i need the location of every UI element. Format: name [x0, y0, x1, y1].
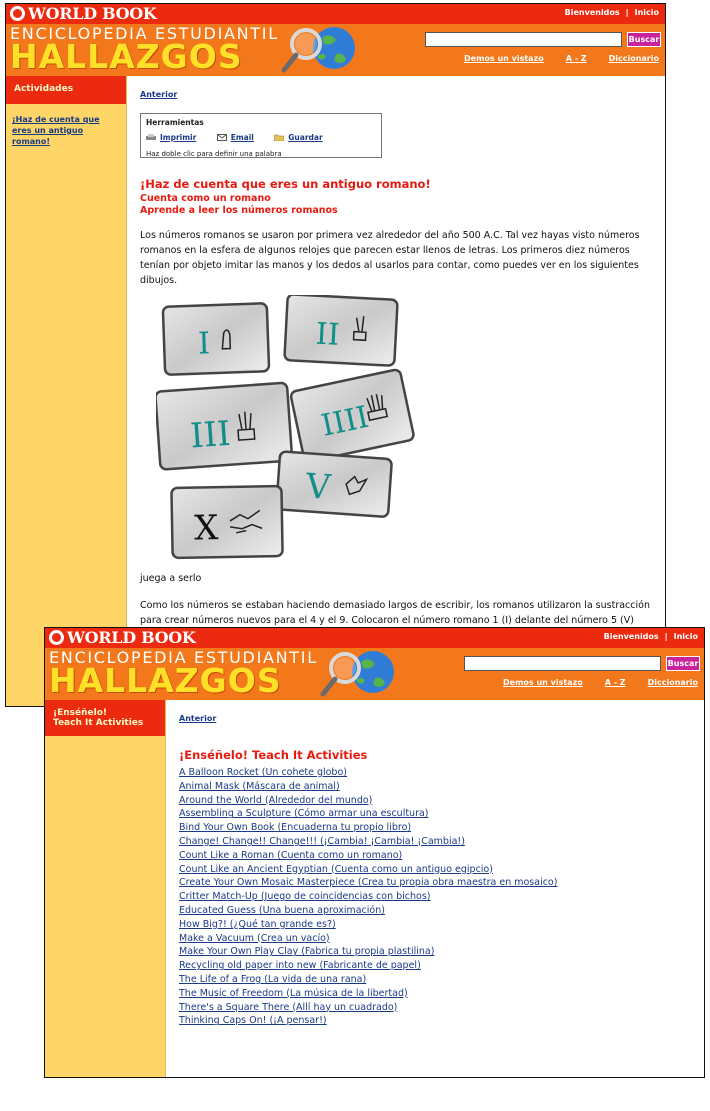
site-title-line2: HALLAZGOS — [10, 37, 243, 76]
numeral-1: I — [197, 326, 211, 362]
home-link[interactable]: Inicio — [634, 8, 659, 17]
roman-numeral-stones-illustration — [156, 295, 416, 560]
sidebar-item-roman[interactable]: ¡Haz de cuenta que eres un antiguo romano! — [12, 115, 100, 146]
top-links-separator: | — [625, 8, 629, 17]
sidebar-heading-line1: ¡Enséñelo! — [53, 708, 108, 718]
numeral-5: V — [304, 466, 332, 508]
tools-row — [146, 133, 376, 142]
search-button[interactable]: Buscar — [627, 32, 661, 47]
top-links — [565, 8, 659, 17]
az-link[interactable]: A - Z — [604, 678, 626, 687]
activity-link[interactable]: The Life of a Frog (La vida de una rana) — [179, 973, 367, 985]
activity-link[interactable]: Critter Match-Up (Juego de coincidencias con bichos) — [179, 891, 431, 903]
activity-link[interactable]: Animal Mask (Máscara de animal) — [179, 780, 340, 792]
numeral-4: IIII — [318, 399, 372, 444]
folder-icon — [274, 134, 284, 141]
tour-link[interactable]: Demos un vistazo — [503, 678, 583, 687]
numeral-2: II — [314, 316, 341, 353]
back-link[interactable]: Anterior — [179, 714, 217, 723]
activity-link[interactable]: Make a Vacuum (Crea un vacío) — [179, 932, 330, 944]
activity-link[interactable]: The Music of Freedom (La música de la libertad) — [179, 987, 408, 999]
sidebar — [45, 700, 166, 1077]
article-subheading-1: Cuenta como un romano — [140, 193, 271, 204]
article-paragraph-2: Como los números se estaban haciendo demasiado largos de escribir, los romanos utilizaron la sustracción para crear números nuevos para el 4 y el 9. Colocaron el número romano 1 (I) delante del número 5 (V) — [140, 600, 650, 626]
home-link[interactable]: Inicio — [673, 632, 698, 641]
top-links-separator: | — [664, 632, 668, 641]
activities-content — [167, 700, 704, 1077]
site-title-line1: ENCICLOPEDIA ESTUDIANTIL — [49, 648, 318, 667]
world-book-logo-icon — [10, 6, 25, 21]
numeral-3: III — [188, 413, 232, 457]
banner — [6, 24, 665, 76]
sidebar — [6, 76, 127, 706]
print-button[interactable]: Imprimir — [146, 133, 196, 142]
activity-link[interactable]: Educated Guess (Una buena aproximación) — [179, 904, 385, 916]
back-link[interactable]: Anterior — [140, 90, 178, 99]
tools-hint: Haz doble clic para definir una palabra — [146, 150, 282, 158]
sidebar-heading: Actividades — [6, 76, 126, 104]
activity-link[interactable]: Count Like an Ancient Egyptian (Cuenta como un antiguo egipcio) — [179, 863, 493, 875]
dictionary-link[interactable]: Diccionario — [608, 54, 659, 63]
activity-link[interactable]: A Balloon Rocket (Un cohete globo) — [179, 767, 347, 778]
dictionary-link[interactable]: Diccionario — [647, 678, 698, 687]
activities-list — [179, 766, 692, 1028]
activity-link[interactable]: Recycling old paper into new (Fabricante de papel) — [179, 960, 421, 972]
banner — [45, 648, 704, 700]
article-paragraph-1: Los números romanos se usaron por primera vez alrededor del año 500 A.C. Tal vez hayas visto números romanos en la esfera de algunos relojes que parecen estar llenos de letras. Los primeros diez números tenían por objeto imitar las manos y los dedos al usarlos para contar, como puedes ver en los siguientes dibujos. — [140, 230, 640, 286]
activity-link[interactable]: Count Like a Roman (Cuenta como un romano) — [179, 849, 403, 861]
article-subheading-2: Aprende a leer los números romanos — [140, 205, 338, 216]
search-input[interactable] — [464, 656, 661, 671]
sidebar-heading-line2: Teach It Activities — [53, 718, 144, 728]
numeral-6: X — [193, 508, 219, 549]
stone-6 — [171, 486, 282, 558]
site-title-line1: ENCICLOPEDIA ESTUDIANTIL — [10, 24, 279, 43]
tools-box — [140, 113, 382, 158]
article-window — [5, 3, 666, 707]
world-book-logo-icon — [49, 630, 64, 645]
stone-1 — [163, 303, 269, 375]
magnifier-globe-icon — [313, 648, 399, 700]
activities-window — [44, 627, 705, 1078]
activity-link[interactable]: Make Your Own Play Clay (Fabrica tu propia plastilina) — [179, 946, 435, 958]
world-book-logo[interactable]: WORLD BOOK — [49, 629, 196, 647]
activity-link[interactable]: Assembling a Sculpture (Cómo armar una escultura) — [179, 808, 429, 820]
activity-link[interactable]: Change! Change!! Change!!! (¡Cambia! ¡Cambia! ¡Cambia!) — [179, 835, 465, 847]
magnifier-globe-icon — [274, 24, 360, 76]
activity-link[interactable]: Around the World (Alrededor del mundo) — [179, 794, 373, 806]
tour-link[interactable]: Demos un vistazo — [464, 54, 544, 63]
search-button[interactable]: Buscar — [666, 656, 700, 671]
top-bar — [45, 628, 704, 648]
illustration-caption: juega a serlo — [140, 573, 202, 584]
activities-heading: ¡Enséñelo! Teach It Activities — [179, 748, 368, 762]
sidebar-heading — [45, 700, 165, 736]
article-heading: ¡Haz de cuenta que eres un antiguo romano! — [140, 177, 431, 191]
stone-2 — [284, 295, 397, 366]
top-links — [604, 632, 698, 641]
welcome-link[interactable]: Bienvenidos — [564, 8, 620, 17]
activity-link[interactable]: How Big?! (¿Qué tan grande es?) — [179, 918, 336, 930]
activity-link[interactable]: Create Your Own Mosaic Masterpiece (Crea tu propia obra maestra en mosaico) — [179, 877, 558, 889]
activity-link[interactable]: Thinking Caps On! (¡A pensar!) — [179, 1015, 327, 1027]
search-input[interactable] — [425, 32, 622, 47]
tools-title: Herramientas — [146, 118, 204, 127]
stone-5 — [276, 451, 392, 517]
sub-links — [481, 678, 698, 687]
activity-link[interactable]: There's a Square There (Allí hay un cuadrado) — [179, 1001, 398, 1013]
az-link[interactable]: A - Z — [565, 54, 587, 63]
article-content — [128, 76, 665, 706]
printer-icon — [146, 134, 156, 141]
welcome-link[interactable]: Bienvenidos — [603, 632, 659, 641]
world-book-logo[interactable]: WORLD BOOK — [10, 5, 157, 23]
top-bar — [6, 4, 665, 24]
sub-links — [442, 54, 659, 63]
email-button[interactable]: Email — [217, 133, 254, 142]
activity-link[interactable]: Bind Your Own Book (Encuaderna tu propio libro) — [179, 822, 412, 834]
site-title-line2: HALLAZGOS — [49, 661, 282, 700]
envelope-icon — [217, 134, 227, 141]
save-button[interactable]: Guardar — [274, 133, 322, 142]
